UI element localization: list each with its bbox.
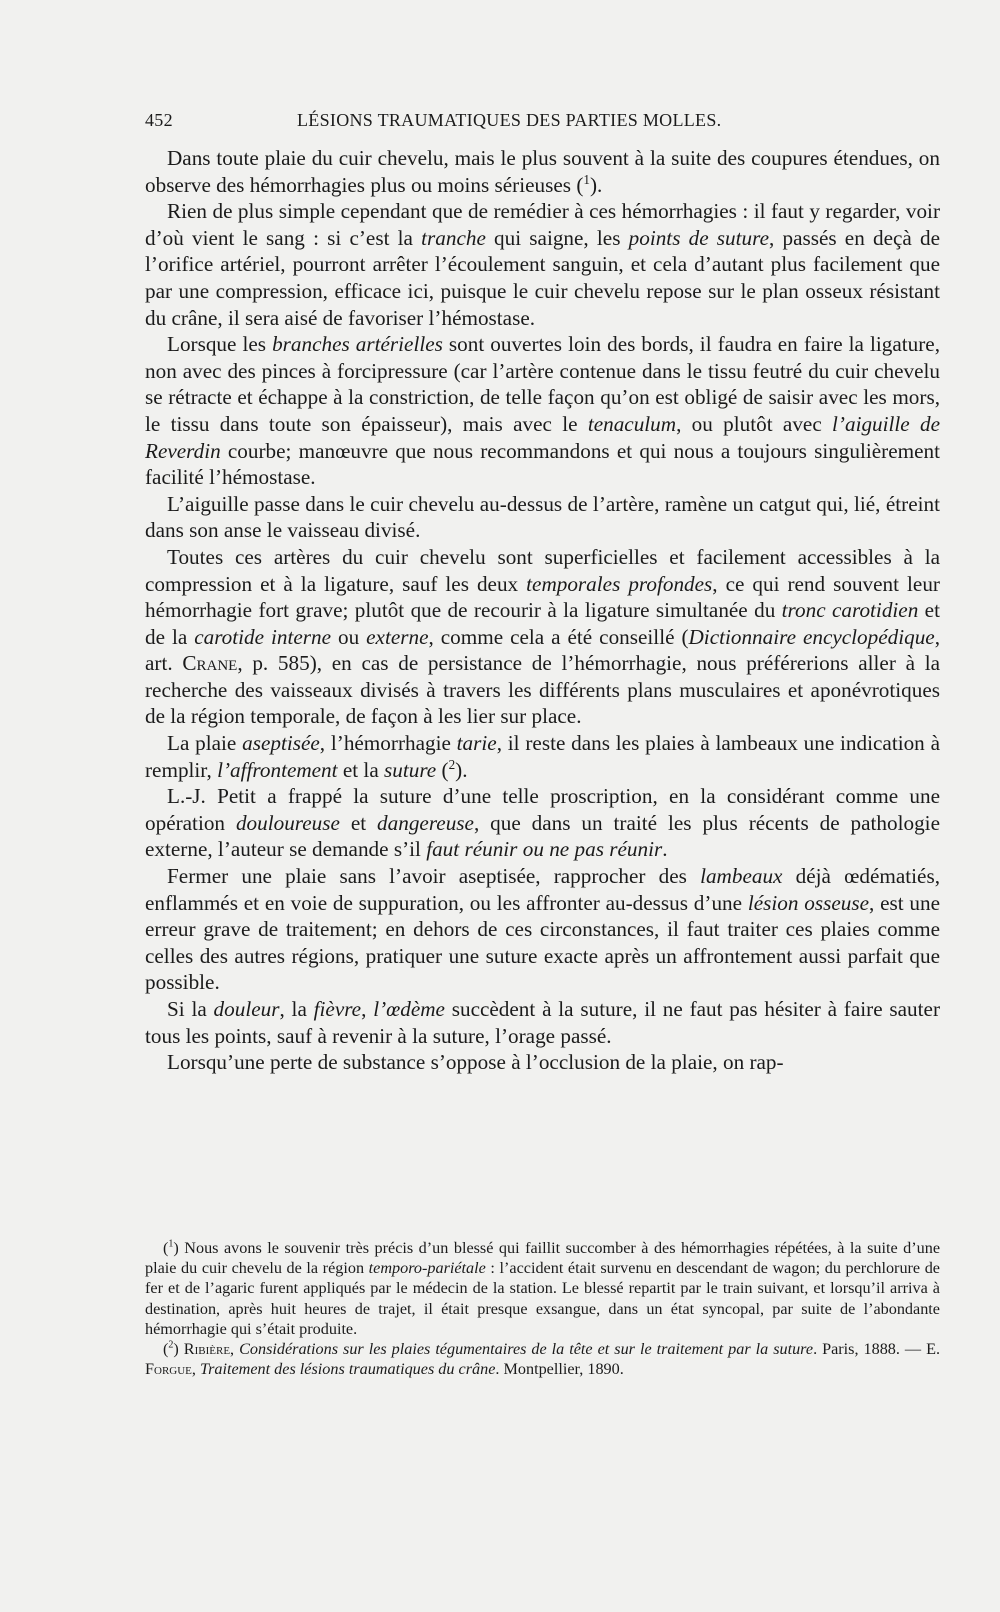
paragraph bbox=[145, 730, 940, 783]
text-run: qui saigne, les bbox=[485, 225, 629, 250]
text-run: , il reste dans les plaies à lambeaux une indication à remplir, bbox=[145, 731, 940, 782]
emphasis-text: l’affrontement bbox=[217, 757, 338, 782]
text-run: Crane bbox=[182, 651, 238, 676]
paragraph bbox=[145, 783, 940, 863]
emphasis-text: temporo-pariétale bbox=[368, 1259, 486, 1278]
emphasis-text: externe bbox=[366, 624, 429, 649]
text-run: Ribière bbox=[183, 1340, 231, 1359]
paragraph bbox=[145, 198, 940, 331]
text-run: Rien de plus simple cependant que de remédier à ces hémorrhagies : il faut y regarder, voir d’où vient le sang : si c’est la bbox=[145, 199, 940, 250]
page-number: 452 bbox=[145, 110, 173, 130]
emphasis-text: points de suture bbox=[628, 225, 769, 250]
text-run: . bbox=[662, 837, 668, 862]
emphasis-text: Dictionnaire encyclopédique bbox=[688, 624, 935, 649]
running-title: LÉSIONS TRAUMATIQUES DES PARTIES MOLLES. bbox=[297, 110, 722, 130]
emphasis-text: faut réunir ou ne pas réunir bbox=[426, 837, 663, 862]
text-run: . Montpellier, 1890. bbox=[495, 1360, 624, 1379]
note-reference: 1 bbox=[168, 1238, 174, 1250]
paragraph bbox=[145, 331, 940, 491]
paragraph bbox=[145, 863, 940, 996]
footnote bbox=[145, 1238, 940, 1339]
text-run: ( bbox=[163, 1340, 169, 1359]
text-run: , bbox=[230, 1340, 240, 1359]
text-run: ). bbox=[589, 172, 603, 197]
note-reference: 2 bbox=[448, 756, 456, 772]
emphasis-text: lambeaux bbox=[700, 864, 783, 889]
footnotes bbox=[145, 1238, 940, 1379]
text-run: ) Nous avons le souvenir très précis d’un blessé qui faillit succomber à des hémorrhagies répétées, à la suite d’une plaie du cuir chevelu de la région bbox=[145, 1239, 940, 1278]
emphasis-text: aseptisée bbox=[242, 731, 320, 756]
text-run: . Paris, 1888. — bbox=[813, 1340, 927, 1359]
emphasis-text: fièvre bbox=[313, 997, 362, 1021]
emphasis-text: carotide interne bbox=[194, 624, 332, 649]
emphasis-text: tronc carotidien bbox=[781, 598, 919, 623]
note-reference: 2 bbox=[168, 1339, 174, 1351]
note-reference: 1 bbox=[583, 171, 590, 187]
emphasis-text: l’œdème bbox=[373, 997, 445, 1021]
text-run: E. Forgue bbox=[145, 1340, 941, 1379]
text-run: ou bbox=[331, 624, 367, 649]
text-run: , bbox=[191, 1360, 200, 1379]
emphasis-text: dangereuse bbox=[377, 810, 474, 835]
text-run: , l’hémorrhagie bbox=[319, 731, 457, 756]
text-run: Fermer une plaie sans l’avoir aseptisée, rapprocher des bbox=[167, 864, 701, 889]
text-run: Toutes ces artères du cuir chevelu sont superficielles et facilement accessibles à la compression et à la ligature, sauf les deux bbox=[145, 544, 940, 596]
text-run: déjà œdématiés, enflammés et en voie de suppuration, ou les affronter au-dessus d’une bbox=[145, 864, 940, 915]
text-run: succèdent à la suture, il ne faut pas hésiter à faire sauter tous les points, sauf à revenir à la suture, l’orage passé. bbox=[145, 997, 940, 1048]
paragraph bbox=[145, 1049, 940, 1076]
text-run: et la bbox=[337, 757, 385, 782]
text-run: , passés en deçà de l’orifice artériel, pourront arrêter l’écoulement sanguin, et cela d’autant plus facilement que par une compression, efficace ici, puisque le cuir chevelu repose sur le plan osseux résistant du crâne, il sera aisé de favoriser l’hémostase. bbox=[145, 225, 940, 330]
emphasis-text: branches artérielles bbox=[272, 332, 443, 357]
text-run: , p. 585), en cas de persistance de l’hémorrhagie, nous préférerions aller à la recherche des vaisseaux divisés à travers les différents plans musculaires et aponévrotiques de la région temporale, de façon à les lier sur place. bbox=[145, 651, 940, 729]
text-run: Dans toute plaie du cuir chevelu, mais le plus souvent à la suite des coupures étendues, on observe des hémorrhagies plus ou moins sérieuses ( bbox=[145, 146, 940, 197]
text-run: ) bbox=[173, 1340, 184, 1359]
text-run: et de la bbox=[145, 598, 940, 649]
emphasis-text: Considérations sur les plaies tégumentaires de la tête et sur le traitement par la suture bbox=[239, 1340, 814, 1359]
text-run: , ce qui rend souvent leur hémorrhagie fort grave; plutôt que de recourir à la ligature simultanée du bbox=[145, 571, 940, 623]
text-run: Lorsque les bbox=[167, 332, 273, 357]
text-run: , art. bbox=[145, 624, 941, 676]
body-text bbox=[145, 145, 940, 1076]
text-run: sont ouvertes loin des bords, il faudra en faire la ligature, non avec des pinces à forcipressure (car l’artère contenue dans le tissu feutré du cuir chevelu se rétracte et échappe à la constriction, de telle façon qu’on est obligé de saisir avec les mors, le tissu dans toute son épaisseur), mais avec le bbox=[145, 332, 941, 436]
emphasis-text: lésion osseuse bbox=[747, 890, 869, 915]
text-run: , que dans un traité les plus récents de pathologie externe, l’auteur se demande s’il bbox=[145, 810, 940, 862]
text-run: La plaie bbox=[167, 731, 243, 756]
emphasis-text: douloureuse bbox=[235, 810, 340, 835]
text-run: et bbox=[339, 810, 378, 835]
emphasis-text: tenaculum bbox=[587, 411, 677, 436]
text-run: L’aiguille passe dans le cuir chevelu au-dessus de l’artère, ramène un catgut qui, lié, étreint dans son anse le vaisseau divisé. bbox=[145, 491, 940, 543]
paragraph bbox=[145, 996, 940, 1049]
paragraph bbox=[145, 544, 940, 730]
footnote bbox=[145, 1339, 940, 1379]
text-run: , bbox=[361, 997, 374, 1021]
paragraph bbox=[145, 145, 940, 198]
text-run: , comme cela a été conseillé ( bbox=[428, 624, 689, 649]
text-run: , ou plutôt avec bbox=[676, 411, 833, 436]
paragraph bbox=[145, 491, 940, 544]
text-run: , est une erreur grave de traitement; en dehors de ces circonstances, il faut traiter ces plaies comme celles des autres régions, pratiquer une suture exacte après un affrontement aussi parfait que possible. bbox=[145, 890, 940, 995]
text-run: ( bbox=[163, 1239, 169, 1257]
text-run: Lorsqu’une perte de substance s’oppose à l’occlusion de la plaie, on rap- bbox=[167, 1050, 784, 1075]
emphasis-text: douleur bbox=[213, 997, 280, 1021]
text-run: ). bbox=[455, 757, 468, 782]
emphasis-text: Traitement des lésions traumatiques du crâne bbox=[199, 1360, 496, 1379]
emphasis-text: temporales profondes bbox=[526, 571, 713, 596]
emphasis-text: tranche bbox=[421, 225, 486, 250]
emphasis-text: suture bbox=[384, 757, 437, 782]
text-run: : l’accident était survenu en descendant de wagon; du perchlorure de fer et de l’agaric furent appliqués par le médecin de la station. Le blessé repartit par le train suivant, et lorsqu’il arriva à destination, après huit heures de trajet, il était presque exsangue, dans un état syncopal, par suite de l’abondante hémorrhagie qui s’était produite. bbox=[145, 1259, 940, 1338]
emphasis-text: tarie bbox=[456, 731, 497, 756]
emphasis-text: l’aiguille de Reverdin bbox=[145, 411, 941, 463]
text-run: , la bbox=[279, 997, 314, 1021]
text-run: L.-J. Petit a frappé la suture d’une telle proscription, en la considérant comme une opération bbox=[145, 784, 940, 835]
text-run: ( bbox=[436, 757, 449, 782]
text-run: courbe; manœuvre que nous recommandons et qui nous a toujours singulièrement facilité l’hémostase. bbox=[145, 438, 940, 490]
text-run: Si la bbox=[167, 997, 214, 1021]
